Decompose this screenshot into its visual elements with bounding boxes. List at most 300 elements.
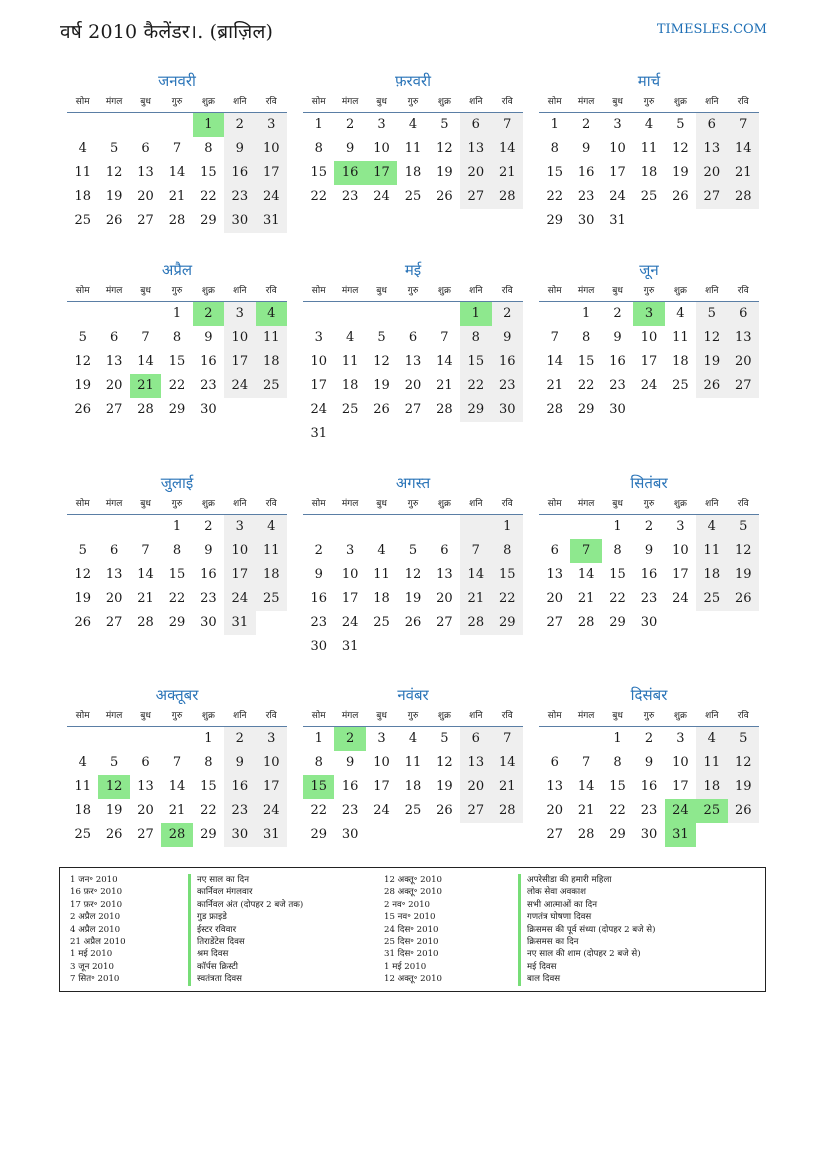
week-row [67, 326, 287, 350]
day-cell: 14 [492, 751, 523, 775]
day-cell: 2 [581, 117, 591, 132]
empty-cell [492, 422, 523, 446]
weekday-label: गुरु [171, 97, 183, 107]
month-block [67, 472, 287, 635]
day-cell: 31 [310, 426, 327, 441]
day-cell: 12 [728, 751, 759, 775]
month-block [303, 472, 523, 659]
holiday-line: 24 दिस॰ 2010 [384, 924, 439, 935]
empty-cell [728, 611, 759, 635]
day-cell: 12 [672, 141, 689, 156]
day-cell: 7 [550, 330, 559, 345]
empty-cell [460, 422, 491, 446]
day-cell: 28 [728, 185, 759, 209]
day-cell: 9 [345, 755, 355, 770]
empty-cell [429, 823, 460, 847]
day-cell: 23 [609, 378, 626, 393]
weekday-label: बुध [140, 97, 151, 107]
day-cell: 28 [492, 185, 523, 209]
weekday-label: गुरु [643, 97, 655, 107]
empty-cell [98, 302, 129, 326]
weekday-header [539, 281, 759, 302]
weekday-label: सोम [75, 499, 90, 509]
day-cell: 26 [105, 827, 123, 842]
day-cell: 27 [546, 615, 563, 630]
day-cell: 24 [256, 185, 287, 209]
day-cell: 6 [109, 543, 119, 558]
week-row [303, 587, 523, 611]
day-cell: 11 [696, 539, 727, 563]
day-cell: 2 [492, 302, 523, 326]
day-cell: 5 [696, 302, 727, 326]
week-row [303, 823, 523, 847]
month-title: मार्च [637, 72, 661, 90]
day-cell: 1 [550, 117, 559, 132]
empty-cell [397, 515, 428, 539]
empty-cell [633, 398, 664, 422]
day-cell: 17 [366, 161, 397, 185]
week-row [303, 563, 523, 587]
day-cell: 23 [341, 189, 359, 204]
day-cell: 6 [440, 543, 449, 558]
day-cell: 23 [640, 591, 658, 606]
day-cell: 30 [341, 827, 359, 842]
weekday-label: शुक्र [437, 711, 451, 721]
weekday-label: सोम [547, 499, 562, 509]
day-cell: 25 [696, 799, 727, 823]
day-cell: 11 [74, 779, 91, 794]
day-cell: 15 [168, 354, 186, 369]
empty-cell [570, 515, 601, 539]
empty-cell [366, 823, 397, 847]
day-cell: 10 [256, 751, 287, 775]
weekday-label: सोम [311, 286, 326, 296]
day-cell: 12 [436, 141, 453, 156]
weekday-label: शनि [469, 286, 483, 296]
day-cell: 5 [109, 141, 119, 156]
day-cell: 9 [492, 326, 523, 350]
week-row [67, 587, 287, 611]
day-cell: 23 [640, 803, 658, 818]
week-row [303, 137, 523, 161]
day-cell: 10 [373, 141, 390, 156]
month-block [539, 472, 759, 635]
day-cell: 14 [168, 165, 186, 180]
day-cell: 4 [696, 727, 727, 751]
day-cell: 23 [200, 591, 217, 606]
holiday-line: कार्निवल अंत (दोपहर 2 बजे तक) [197, 899, 304, 910]
day-cell: 6 [550, 755, 559, 770]
day-cell: 5 [440, 117, 449, 132]
weekday-label: बुध [140, 499, 151, 509]
week-row [67, 161, 287, 185]
day-cell: 26 [436, 803, 453, 818]
weekday-label: गुरु [643, 286, 655, 296]
week-row [303, 113, 523, 137]
empty-cell [334, 422, 365, 446]
day-cell: 11 [256, 326, 287, 350]
day-cell: 1 [492, 515, 523, 539]
holiday-line: कार्निवल मंगलवार [197, 887, 253, 898]
day-cell: 16 [224, 775, 255, 799]
day-cell: 17 [640, 354, 658, 369]
day-cell: 26 [672, 189, 689, 204]
day-cell: 27 [105, 402, 123, 417]
day-cell: 28 [577, 827, 595, 842]
day-cell: 13 [728, 326, 759, 350]
holiday-line: 15 नव॰ 2010 [384, 912, 436, 923]
holiday-line: 31 दिस॰ 2010 [384, 949, 439, 960]
holiday-line: मई दिवस [527, 961, 557, 972]
day-cell: 26 [436, 189, 453, 204]
day-cell: 4 [644, 117, 654, 132]
day-cell: 25 [404, 803, 422, 818]
day-cell: 9 [314, 567, 323, 582]
holiday-line: 16 फ़र॰ 2010 [70, 887, 123, 898]
empty-cell [397, 823, 428, 847]
day-cell: 22 [492, 587, 523, 611]
day-cell: 16 [200, 354, 217, 369]
day-cell: 30 [609, 402, 626, 417]
week-row [539, 350, 759, 374]
empty-cell [98, 727, 129, 751]
day-cell: 9 [581, 141, 591, 156]
month-block [539, 259, 759, 422]
weekday-label: गुरु [643, 711, 655, 721]
weekday-label: शुक्र [673, 499, 687, 509]
day-cell: 26 [74, 615, 91, 630]
week-row [67, 374, 287, 398]
holiday-line: 1 मई 2010 [70, 949, 113, 960]
empty-cell [492, 635, 523, 659]
weekday-header [539, 494, 759, 515]
day-cell: 4 [377, 543, 386, 558]
empty-cell [728, 209, 759, 233]
empty-cell [460, 635, 491, 659]
weekday-header [303, 92, 523, 113]
day-cell: 22 [460, 374, 491, 398]
weekday-label: सोम [75, 286, 90, 296]
empty-cell [397, 302, 428, 326]
month-title: सितंबर [630, 474, 668, 492]
day-cell: 19 [696, 350, 727, 374]
month-title: जून [639, 261, 659, 279]
week-row [539, 137, 759, 161]
day-cell: 24 [310, 402, 327, 417]
day-cell: 8 [204, 755, 213, 770]
day-cell: 5 [109, 755, 119, 770]
empty-cell [633, 209, 664, 233]
day-cell: 18 [74, 189, 91, 204]
weekday-label: शनि [705, 97, 719, 107]
weekday-label: मंगल [105, 286, 123, 296]
month-title: अप्रैल [161, 261, 193, 279]
day-cell: 1 [314, 731, 323, 746]
day-cell: 4 [408, 731, 418, 746]
day-cell: 6 [460, 113, 491, 137]
empty-cell [67, 727, 98, 751]
day-cell: 13 [460, 137, 491, 161]
day-cell: 18 [256, 350, 287, 374]
day-cell: 17 [224, 563, 255, 587]
weekday-header [539, 92, 759, 113]
empty-cell [366, 422, 397, 446]
day-cell: 29 [200, 827, 217, 842]
day-cell: 3 [256, 727, 287, 751]
day-cell: 1 [581, 306, 591, 321]
day-cell: 28 [137, 402, 154, 417]
week-row [539, 398, 759, 422]
day-cell: 11 [672, 330, 689, 345]
day-cell: 23 [341, 803, 359, 818]
day-cell: 11 [256, 539, 287, 563]
empty-cell [67, 302, 98, 326]
weekday-label: सोम [311, 499, 326, 509]
day-cell: 17 [672, 779, 689, 794]
day-cell: 18 [341, 378, 359, 393]
day-cell: 9 [345, 141, 355, 156]
day-cell: 26 [74, 402, 91, 417]
weekday-label: मंगल [577, 97, 595, 107]
day-cell: 18 [74, 803, 91, 818]
day-cell: 20 [436, 591, 453, 606]
day-cell: 13 [436, 567, 453, 582]
day-cell: 19 [728, 563, 759, 587]
day-cell: 30 [640, 615, 658, 630]
day-cell: 24 [373, 803, 390, 818]
day-cell: 15 [200, 165, 217, 180]
day-cell: 7 [440, 330, 449, 345]
day-cell: 16 [224, 161, 255, 185]
week-row [67, 209, 287, 233]
weekday-label: मंगल [105, 711, 123, 721]
day-cell: 10 [640, 330, 658, 345]
day-cell: 24 [672, 591, 689, 606]
week-row [67, 751, 287, 775]
day-cell: 4 [345, 330, 355, 345]
day-cell: 19 [404, 591, 422, 606]
day-cell: 23 [577, 189, 595, 204]
day-cell: 6 [141, 755, 150, 770]
day-cell: 3 [345, 543, 355, 558]
empty-cell [303, 515, 334, 539]
day-cell: 4 [78, 755, 87, 770]
empty-cell [460, 823, 491, 847]
weekday-label: बुध [376, 711, 387, 721]
day-cell: 8 [581, 330, 591, 345]
weekday-label: रवि [265, 286, 277, 296]
day-cell: 3 [377, 117, 386, 132]
week-row [303, 326, 523, 350]
week-row [539, 751, 759, 775]
day-cell: 4 [256, 515, 287, 539]
day-cell: 21 [168, 803, 186, 818]
weekday-label: शुक्र [201, 286, 215, 296]
day-cell: 28 [460, 611, 491, 635]
weekday-label: रवि [501, 711, 513, 721]
week-row [67, 398, 287, 422]
day-cell: 19 [74, 591, 91, 606]
month-block [303, 259, 523, 446]
day-cell: 23 [310, 615, 327, 630]
empty-cell [665, 611, 696, 635]
week-row [67, 350, 287, 374]
week-row [303, 374, 523, 398]
holiday-line: नए साल का दिन [197, 875, 249, 885]
day-cell: 8 [172, 543, 182, 558]
empty-cell [492, 823, 523, 847]
day-cell: 20 [105, 591, 123, 606]
day-cell: 27 [436, 615, 453, 630]
day-cell: 5 [440, 731, 449, 746]
day-cell: 17 [310, 378, 327, 393]
day-cell: 22 [609, 803, 626, 818]
day-cell: 10 [672, 543, 689, 558]
day-cell: 21 [728, 161, 759, 185]
weekday-label: शनि [469, 499, 483, 509]
empty-cell [161, 113, 192, 137]
day-cell: 19 [105, 803, 123, 818]
day-cell: 10 [609, 141, 626, 156]
day-cell: 18 [373, 591, 390, 606]
day-cell: 15 [609, 779, 626, 794]
day-cell: 4 [676, 306, 685, 321]
day-cell: 2 [613, 306, 622, 321]
day-cell: 9 [204, 543, 213, 558]
empty-cell [665, 209, 696, 233]
empty-cell [539, 727, 570, 751]
week-row [67, 563, 287, 587]
day-cell: 2 [224, 113, 255, 137]
day-cell: 5 [676, 117, 685, 132]
weekday-header [67, 494, 287, 515]
day-cell: 3 [613, 117, 622, 132]
day-cell: 14 [460, 563, 491, 587]
weekday-header [303, 281, 523, 302]
weekday-label: गुरु [171, 286, 183, 296]
day-cell: 18 [640, 165, 658, 180]
day-cell: 1 [613, 731, 622, 746]
week-row [67, 823, 287, 847]
day-cell: 23 [200, 378, 217, 393]
day-cell: 17 [373, 779, 390, 794]
day-cell: 14 [492, 137, 523, 161]
day-cell: 1 [204, 731, 213, 746]
day-cell: 15 [577, 354, 595, 369]
empty-cell [224, 398, 255, 422]
holiday-line: ईस्टर रविवार [197, 924, 237, 935]
day-cell: 28 [436, 402, 453, 417]
day-cell: 24 [256, 799, 287, 823]
week-row [67, 302, 287, 326]
weekday-label: शुक्र [673, 711, 687, 721]
day-cell: 1 [314, 117, 323, 132]
empty-cell [161, 727, 192, 751]
empty-cell [256, 611, 287, 635]
day-cell: 6 [696, 113, 727, 137]
week-row [303, 350, 523, 374]
weekday-label: शुक्र [437, 286, 451, 296]
week-row [539, 161, 759, 185]
holiday-line: अपरेसीडा की हमारी महिला [527, 875, 612, 885]
week-row [303, 161, 523, 185]
holiday-line: नए साल की शाम (दोपहर 2 बजे से) [527, 949, 641, 960]
weekday-label: सोम [547, 286, 562, 296]
weekday-label: सोम [547, 97, 562, 107]
day-cell: 12 [404, 567, 422, 582]
day-cell: 7 [492, 727, 523, 751]
day-cell: 16 [341, 779, 359, 794]
month-title: नवंबर [397, 686, 429, 704]
day-cell: 2 [644, 731, 654, 746]
weekday-label: मंगल [577, 499, 595, 509]
day-cell: 21 [577, 591, 595, 606]
day-cell: 24 [341, 615, 359, 630]
day-cell: 24 [224, 587, 255, 611]
weekday-label: रवि [265, 711, 277, 721]
month-title: मई [404, 261, 422, 279]
weekday-label: सोम [547, 711, 562, 721]
month-title: अक्तूबर [155, 686, 199, 704]
brand-link[interactable]: TIMESLES.COM [656, 22, 767, 37]
day-cell: 8 [460, 326, 491, 350]
weekday-label: शुक्र [437, 97, 451, 107]
day-cell: 2 [345, 117, 355, 132]
day-cell: 11 [404, 141, 422, 156]
weekday-label: शनि [705, 711, 719, 721]
day-cell: 4 [696, 515, 727, 539]
day-cell: 3 [256, 113, 287, 137]
month-block [539, 70, 759, 233]
weekday-header [67, 92, 287, 113]
week-row [67, 775, 287, 799]
day-cell: 3 [633, 302, 664, 326]
day-cell: 10 [256, 137, 287, 161]
day-cell: 4 [256, 302, 287, 326]
day-cell: 29 [310, 827, 327, 842]
empty-cell [728, 823, 759, 847]
week-row [303, 727, 523, 751]
holiday-line: 12 अक्तू॰ 2010 [384, 974, 442, 985]
weekday-label: बुध [376, 97, 387, 107]
day-cell: 30 [200, 402, 217, 417]
weekday-label: मंगल [341, 499, 359, 509]
weekday-label: रवि [501, 97, 513, 107]
weekday-label: शनि [705, 499, 719, 509]
day-cell: 25 [74, 827, 91, 842]
week-row [539, 209, 759, 233]
weekday-label: शुक्र [673, 286, 687, 296]
empty-cell [98, 515, 129, 539]
day-cell: 16 [640, 779, 658, 794]
day-cell: 7 [172, 755, 182, 770]
day-cell: 5 [728, 515, 759, 539]
day-cell: 18 [696, 775, 727, 799]
weekday-label: मंगल [105, 499, 123, 509]
day-cell: 25 [404, 189, 422, 204]
empty-cell [696, 398, 727, 422]
day-cell: 1 [172, 306, 182, 321]
empty-cell [539, 515, 570, 539]
day-cell: 11 [404, 755, 422, 770]
day-cell: 16 [310, 591, 327, 606]
holiday-line: 25 दिस॰ 2010 [384, 936, 439, 947]
week-row [67, 515, 287, 539]
day-cell: 9 [224, 751, 255, 775]
weekday-header [67, 706, 287, 727]
holiday-line: बाल दिवस [527, 974, 561, 985]
day-cell: 15 [200, 779, 217, 794]
